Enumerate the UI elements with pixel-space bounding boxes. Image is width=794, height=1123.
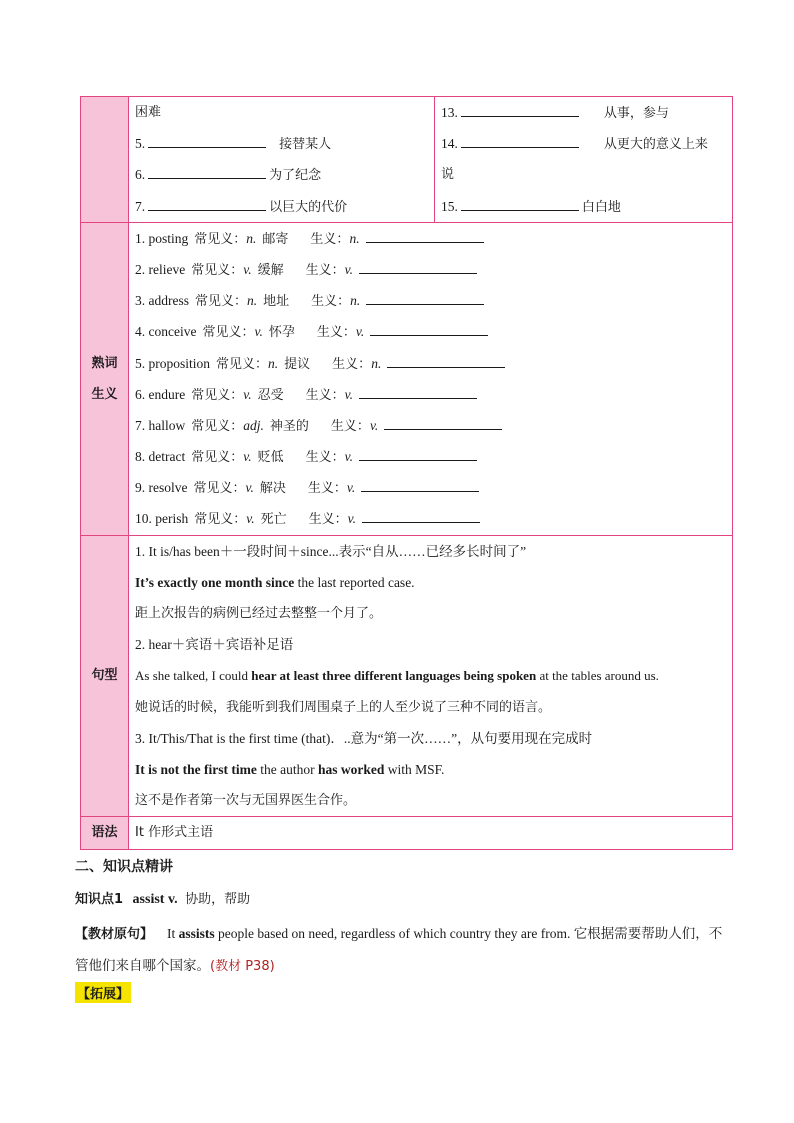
answer-blank[interactable] xyxy=(359,382,477,399)
shuci-cell xyxy=(129,222,733,535)
example-translation: 这不是作者第一次与无国界医生合作。 xyxy=(135,793,357,809)
phrase-right-cell xyxy=(435,97,733,223)
section-title: 二、知识点精讲 xyxy=(75,859,173,875)
example-translation: 距上次报告的病例已经过去整整一个月了。 xyxy=(135,606,383,621)
pattern-title: 1. It is/has been＋一段时间＋since...表示“自从……已经多长时间了” xyxy=(135,543,527,559)
shuci-row xyxy=(81,222,733,535)
shuci-item: 2. relieve 常见义：v. 缓解 生义：v. xyxy=(129,254,732,285)
phrase-left-cell xyxy=(129,97,435,223)
example-sentence: It’s exactly one month since the last reported case. xyxy=(135,574,415,590)
phrase-item: 13. 从事，参与 xyxy=(435,97,732,128)
yufa-cell xyxy=(129,817,733,849)
textbook-reference: (教材 P38) xyxy=(210,959,275,974)
shuci-item: 1. posting 常见义：n. 邮寄 生义：n. xyxy=(129,223,732,254)
shuci-item: 10. perish 常见义：v. 死亡 生义：v. xyxy=(129,503,732,534)
label-empty xyxy=(81,97,129,223)
pattern-title: 2. hear＋宾语＋宾语补足语 xyxy=(135,637,294,653)
phrase-item: 7. 以巨大的代价 xyxy=(129,191,434,222)
answer-blank[interactable] xyxy=(359,257,477,274)
shuci-item: 9. resolve 常见义：v. 解决 生义：v. xyxy=(129,472,732,503)
example-translation: 她说话的时候，我能听到我们周围桌子上的人至少说了三种不同的语言。 xyxy=(135,699,552,715)
answer-blank[interactable] xyxy=(361,475,479,492)
shuci-item: 6. endure 常见义：v. 忍受 生义：v. xyxy=(129,379,732,410)
label-yufa: 语法 xyxy=(81,817,129,849)
textbook-original-sentence: 【教材原句】 It assists people based on need, regardless of which country they are from. 它根据需要帮助人们，不管他们来自哪个国家。(教材 P38) xyxy=(75,926,723,974)
expand-label: 【拓展】 xyxy=(75,982,131,1003)
phrase-text: 说 xyxy=(441,167,455,183)
answer-blank[interactable] xyxy=(370,319,488,336)
label-juxing: 句型 xyxy=(81,535,129,817)
vocabulary-table xyxy=(80,96,733,850)
phrase-item: 5. 接替某人 xyxy=(129,128,434,159)
phrase-item: 6. 为了纪念 xyxy=(129,159,434,190)
answer-blank[interactable] xyxy=(366,288,484,305)
answer-blank[interactable] xyxy=(362,506,480,523)
grammar-text: It 作形式主语 xyxy=(135,825,214,841)
answer-blank[interactable] xyxy=(366,226,484,243)
shuci-item: 3. address 常见义：n. 地址 生义：n. xyxy=(129,285,732,316)
phrase-item: 14. 从更大的意义上来 xyxy=(435,128,732,159)
example-sentence: As she talked, I could hear at least three different languages being spoken at the tables around us. xyxy=(135,668,659,684)
phrase-row xyxy=(81,97,733,223)
shuci-item: 4. conceive 常见义：v. 怀孕 生义：v. xyxy=(129,316,732,347)
answer-blank[interactable] xyxy=(359,444,477,461)
juxing-cell xyxy=(129,535,733,817)
pattern-title: 3. It/This/That is the first time (that)．..意为“第一次……”，从句要用现在完成时 xyxy=(135,730,593,746)
shuci-item: 7. hallow 常见义：adj. 神圣的 生义：v. xyxy=(129,410,732,441)
example-sentence: It is not the first time the author has worked with MSF. xyxy=(135,761,445,777)
shuci-item: 8. detract 常见义：v. 贬低 生义：v. xyxy=(129,441,732,472)
answer-blank[interactable] xyxy=(387,351,505,368)
yufa-row xyxy=(81,817,733,849)
juxing-row xyxy=(81,535,733,817)
phrase-item: 15. 白白地 xyxy=(435,191,732,222)
knowledge-point: 知识点1 assist v. 协助，帮助 xyxy=(75,892,251,907)
label-shuci: 熟词 生义 xyxy=(81,222,129,535)
shuci-item: 5. proposition 常见义：n. 提议 生义：n. xyxy=(129,348,732,379)
phrase-text: 困难 xyxy=(135,105,162,120)
answer-blank[interactable] xyxy=(384,413,502,430)
